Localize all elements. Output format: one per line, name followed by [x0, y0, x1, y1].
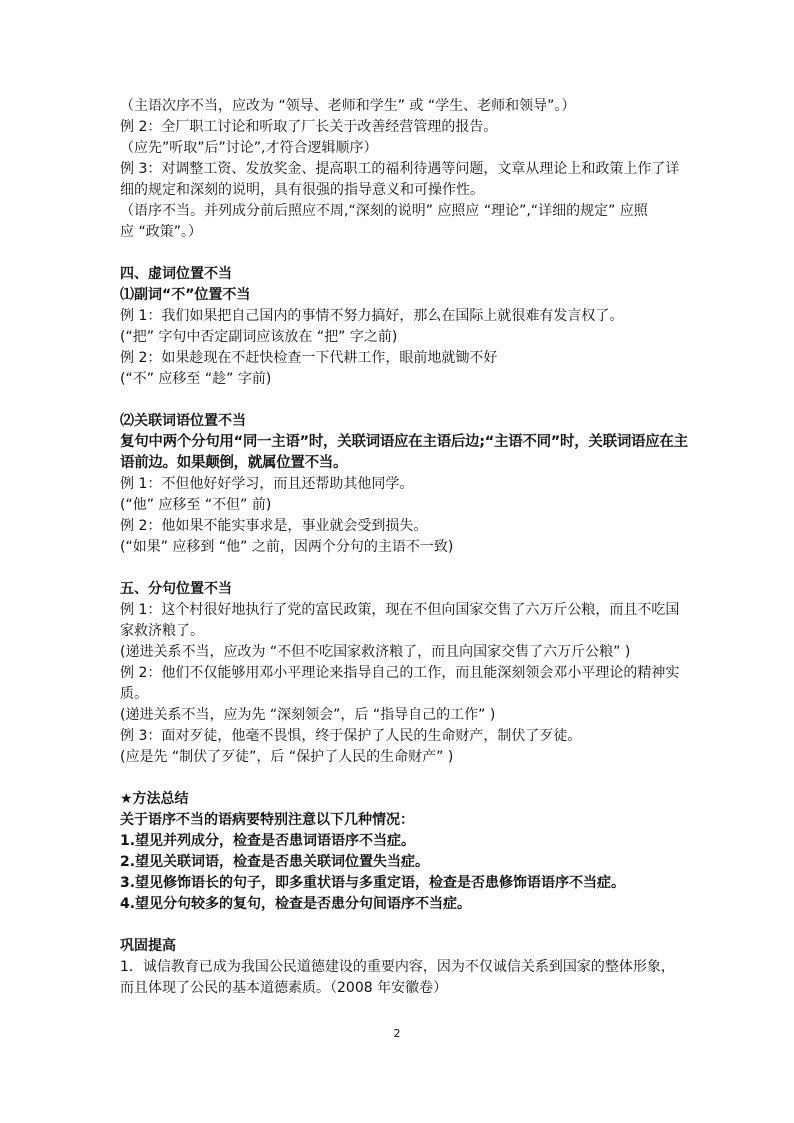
practice-question: 1．诚信教育已成为我国公民道德建设的重要内容，因为不仅诚信关系到国家的整体形象，: [120, 959, 675, 975]
explanation-line: （主语次序不当，应改为 “领导、老师和学生” 或 “学生、老师和领导”。）: [120, 98, 576, 114]
explanation-line: (递进关系不当，应为先 “深刻领会”，后 “指导自己的工作” ): [120, 707, 496, 723]
example-line: 例 2：他们不仅能够用邓小平理论来指导自己的工作，而且能深刻领会邓小平理论的精神实: [120, 665, 680, 681]
section-heading: 四、虚词位置不当: [120, 266, 232, 282]
example-line: 例 2：他如果不能实事求是，事业就会受到损失。: [120, 518, 428, 534]
subsection-heading: ⑴副词“不”位置不当: [120, 287, 251, 303]
example-line: 家救济粮了。: [120, 623, 204, 639]
example-line: 例 2：全厂职工讨论和听取了厂长关于改善经营管理的报告。: [120, 119, 498, 135]
example-line: 例 1：我们如果把自己国内的事情不努力搞好，那么在国际上就很难有发言权了。: [120, 308, 624, 324]
summary-item: 4.望见分句较多的复句，检查是否患分句间语序不当症。: [120, 896, 472, 912]
rule-line: 语前边。如果颠倒，就属位置不当。: [120, 455, 348, 471]
summary-intro: 关于语序不当的语病要特别注意以下几种情况：: [120, 812, 414, 828]
practice-question: 而且体现了公民的基本道德素质。（2008 年安徽卷）: [120, 980, 448, 996]
example-line: 例 2：如果趁现在不赶快检查一下代耕工作，眼前地就锄不好: [120, 350, 498, 366]
explanation-line: (“不” 应移至 “趁” 字前): [120, 371, 272, 387]
summary-item: 3.望见修饰语长的句子，即多重状语与多重定语，检查是否患修饰语语序不当症。: [120, 875, 626, 891]
explanation-line: (“把” 字句中否定副词应该放在 “把” 字之前): [120, 329, 398, 345]
section-heading: 五、分句位置不当: [120, 581, 232, 597]
example-line: 例 3：面对歹徒，他毫不畏惧，终于保护了人民的生命财产，制伏了歹徒。: [120, 728, 582, 744]
example-line: 例 1：不但他好好学习，而且还帮助其他同学。: [120, 476, 414, 492]
explanation-line: (“他” 应移至 “不但” 前): [120, 497, 272, 513]
explanation-line: （语序不当。并列成分前后照应不周,“深刻的说明” 应照应 “理论”,“详细的规定” 应照: [120, 203, 648, 219]
explanation-line: （应先”听取”后”讨论”,才符合逻辑顺序）: [120, 140, 378, 156]
example-line: 质。: [120, 686, 148, 702]
example-line: 细的规定和深刻的说明，具有很强的指导意义和可操作性。: [120, 182, 484, 198]
example-line: 例 1：这个村很好地执行了党的富民政策，现在不但向国家交售了六万斤公粮，而且不吃国: [120, 602, 680, 618]
page-number: 2: [393, 1027, 401, 1040]
practice-heading: 巩固提高: [120, 938, 176, 954]
subsection-heading: ⑵关联词语位置不当: [120, 413, 246, 429]
explanation-line: (递进关系不当，应改为 “不但不吃国家救济粮了，而且向国家交售了六万斤公粮” ): [120, 644, 631, 660]
summary-heading: ★方法总结: [120, 791, 189, 807]
explanation-line: (应是先 “制伏了歹徒”，后 “保护了人民的生命财产” ): [120, 749, 454, 765]
page-body: [120, 96, 688, 999]
summary-item: 1.望见并列成分，检查是否患词语语序不当症。: [120, 833, 416, 849]
summary-item: 2.望见关联词语，检查是否患关联词位置失当症。: [120, 854, 430, 870]
explanation-line: (“如果” 应移到 “他” 之前，因两个分句的主语不一致): [120, 539, 454, 555]
rule-line: 复句中两个分句用“同一主语”时，关联词语应在主语后边;“主语不同”时，关联词语应在主: [120, 434, 688, 450]
example-line: 例 3：对调整工资、发放奖金、提高职工的福利待遇等问题，文章从理论上和政策上作了详: [120, 161, 680, 177]
explanation-line: 应 “政策”。）: [120, 224, 202, 240]
